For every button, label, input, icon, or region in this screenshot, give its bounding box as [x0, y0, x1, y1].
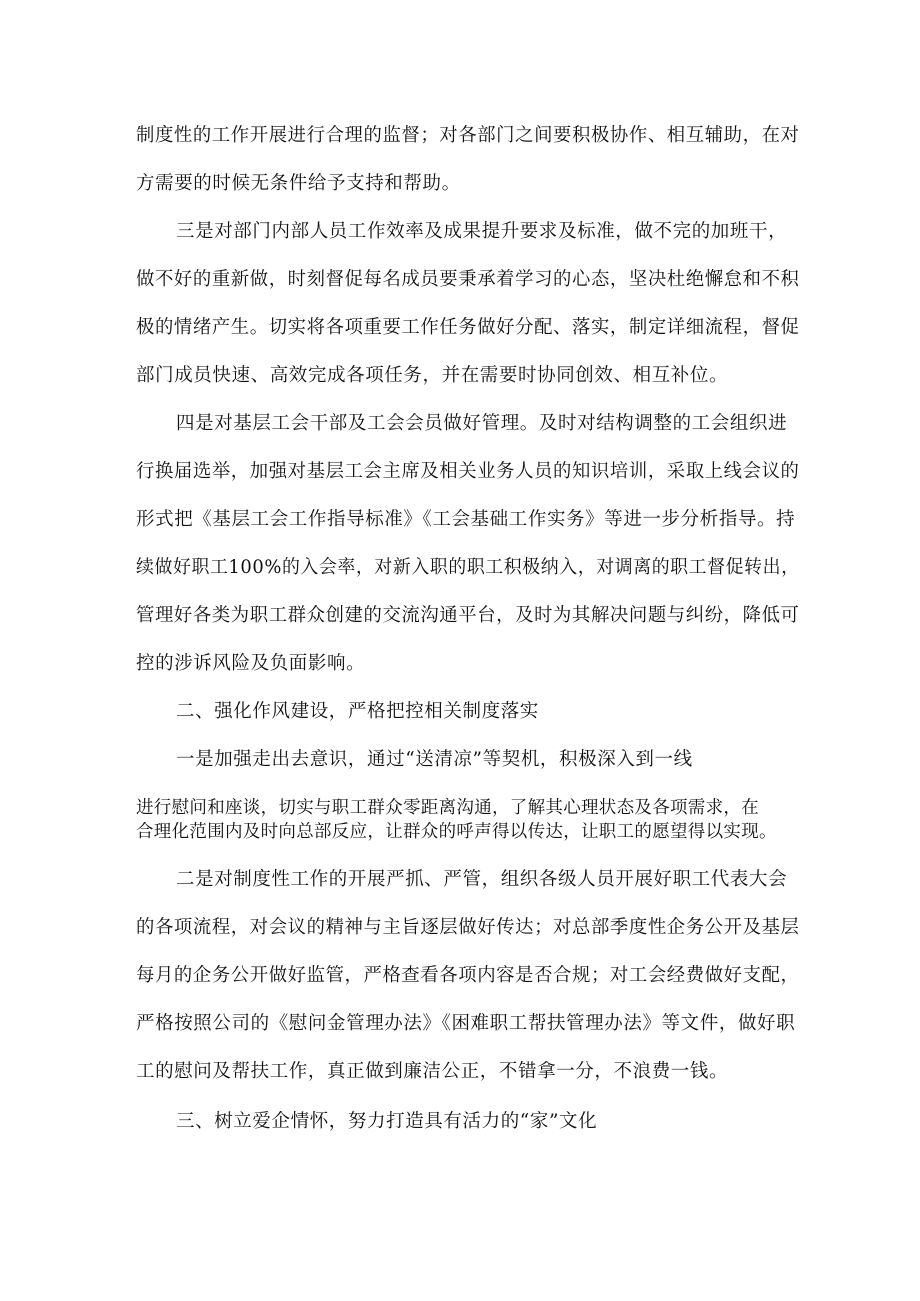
text-line: 合理化范围内及时向总部反应，让群众的呼声得以传达，让职工的愿望得以实现。 [136, 822, 777, 842]
text-line: 控的涉诉风险及负面影响。 [136, 653, 366, 674]
text-line: 管理好各类为职工群众创建的交流沟通平台，及时为其解决问题与纠纷，降低可 [136, 605, 800, 626]
text-line: 的各项流程，对会议的精神与主旨逐层做好传达；对总部季度性企务公开及基层 [136, 917, 800, 938]
text-line: 制度性的工作开展进行合理的监督；对各部门之间要积极协作、相互辅助，在对 [136, 125, 800, 146]
text-line: 严格按照公司的《慰问金管理办法》《困难职工帮扶管理办法》等文件，做好职 [136, 1013, 796, 1034]
section-heading: 二、强化作风建设，严格把控相关制度落实 [176, 701, 539, 722]
text-line: 二是对制度性工作的开展严抓、严管，组织各级人员开展好职工代表大会 [176, 869, 788, 890]
section-heading: 三、树立爱企情怀，努力打造具有活力的“家”文化 [176, 1111, 598, 1132]
text-line: 部门成员快速、高效完成各项任务，并在需要时协同创效、相互补位。 [136, 365, 729, 386]
text-line: 四是对基层工会干部及工会会员做好管理。及时对结构调整的工会组织进 [176, 413, 788, 434]
text-line: 行换届选举，加强对基层工会主席及相关业务人员的知识培训，采取上线会议的 [136, 461, 800, 482]
text-line: 形式把《基层工会工作指导标准》《工会基础工作实务》等进一步分析指导。持 [136, 509, 796, 530]
text-line: 工的慰问及帮扶工作，真正做到廉洁公正，不错拿一分，不浪费一钱。 [136, 1061, 729, 1082]
text-line: 极的情绪产生。切实将各项重要工作任务做好分配、落实，制定详细流程，督促 [136, 317, 800, 338]
text-line: 进行慰问和座谈，切实与职工群众零距离沟通，了解其心理状态及各项需求，在 [136, 798, 759, 818]
text-line: 续做好职工100%的入会率，对新入职的职工积极纳入，对调离的职工督促转出， [136, 557, 800, 578]
text-line: 方需要的时候无条件给予支持和帮助。 [136, 173, 461, 194]
text-line: 三是对部门内部人员工作效率及成果提升要求及标准，做不完的加班干， [176, 221, 788, 242]
text-line: 做不好的重新做，时刻督促每名成员要秉承着学习的心态，坚决杜绝懈怠和不积 [136, 269, 800, 290]
text-line: 一是加强走出去意识，通过“送清凉”等契机，积极深入到一线 [176, 749, 693, 770]
text-line: 每月的企务公开做好监管，严格查看各项内容是否合规；对工会经费做好支配， [136, 965, 800, 986]
